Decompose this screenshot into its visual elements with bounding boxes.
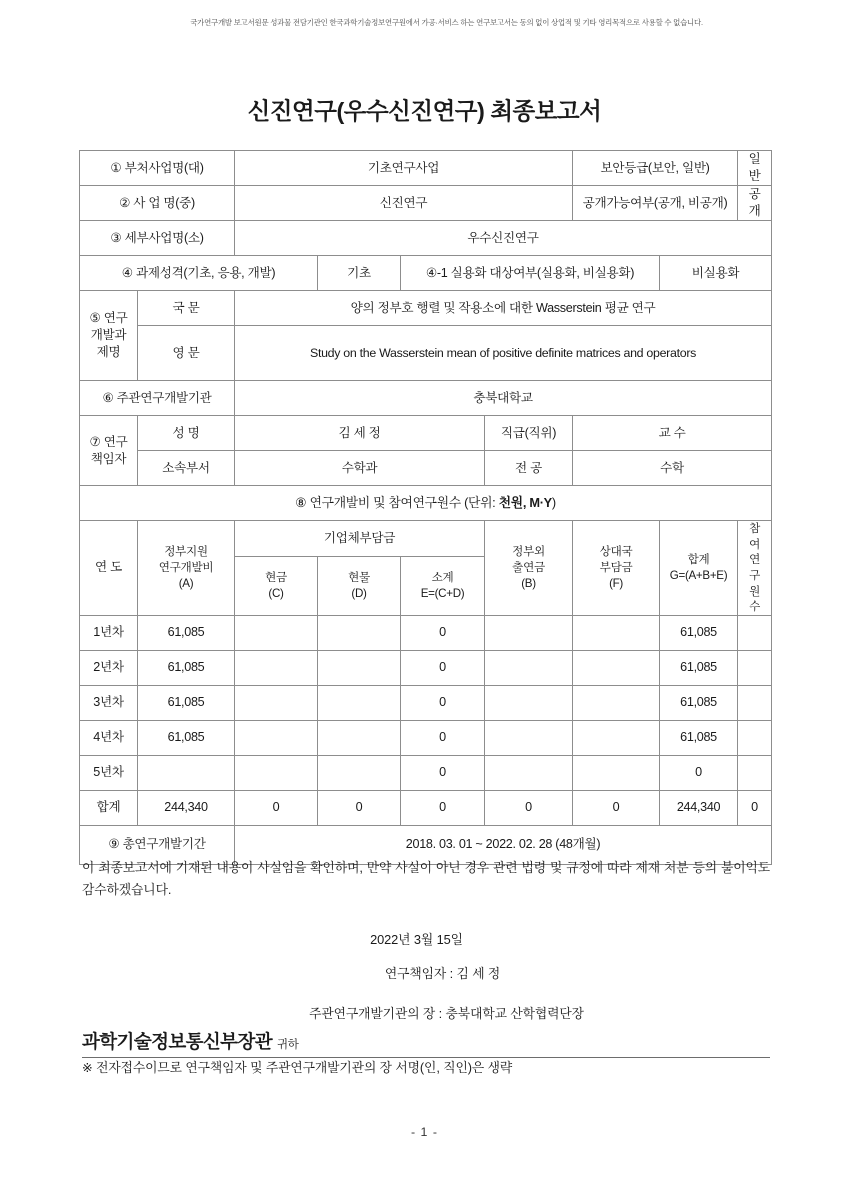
row5-kor-value: 양의 정부호 행렬 및 작용소에 대한 Wasserstein 평균 연구	[235, 291, 772, 326]
col-header-people	[738, 521, 772, 616]
total-subtotal: 0	[401, 790, 485, 825]
row-total: 61,085	[660, 615, 738, 650]
table-row	[80, 221, 772, 256]
total-kind: 0	[318, 790, 401, 825]
row-kind	[318, 685, 401, 720]
row-partner	[573, 755, 660, 790]
row-subtotal: 0	[401, 720, 485, 755]
cash-line1: 현금	[265, 571, 287, 585]
nongov-line1: 정부외	[512, 545, 545, 559]
row7-dept-label: 소속부서	[138, 451, 235, 486]
table-row	[80, 151, 772, 186]
table-row	[80, 381, 772, 416]
row7-rank-label: 직급(직위)	[485, 416, 573, 451]
row7-label: ⑦ 연구책임자	[80, 416, 138, 486]
row3-value: 우수신진연구	[235, 221, 772, 256]
row-people	[738, 685, 772, 720]
people-line2: 연구원수	[749, 553, 760, 614]
signature-principal-investigator: 연구책임자 : 김 세 정	[384, 966, 501, 981]
signature-date: 2022년 3월 15일	[370, 932, 463, 947]
row7-dept-value: 수학과	[235, 451, 485, 486]
col-header-cash	[235, 556, 318, 615]
table-row	[80, 521, 772, 557]
row1-sub-value: 일반	[738, 151, 772, 186]
table-row	[80, 720, 772, 755]
row-kind	[318, 755, 401, 790]
row7-rank-value: 교 수	[573, 416, 772, 451]
row7-major-label: 전 공	[485, 451, 573, 486]
row-nongov	[485, 685, 573, 720]
row2-sub-value: 공개	[738, 186, 772, 221]
row-kind	[318, 720, 401, 755]
row-year: 5년차	[80, 755, 138, 790]
total-gov-fund: 244,340	[138, 790, 235, 825]
table-row	[80, 755, 772, 790]
row-cash	[235, 650, 318, 685]
row-nongov	[485, 755, 573, 790]
row5-label: ⑤ 연구개발과제명	[80, 291, 138, 381]
row1-label: ① 부처사업명(대)	[80, 151, 235, 186]
row-nongov	[485, 650, 573, 685]
budget-caption-unit: 천원, M·Y	[498, 495, 552, 511]
row2-label: ② 사 업 명(중)	[80, 186, 235, 221]
table-row	[80, 650, 772, 685]
col-header-nongov	[485, 521, 573, 616]
row-cash	[235, 755, 318, 790]
partner-line1: 상대국	[599, 545, 633, 559]
row4-sub-value: 비실용화	[660, 256, 772, 291]
row5-kor-label: 국 문	[138, 291, 235, 326]
row-people	[738, 615, 772, 650]
row-subtotal: 0	[401, 755, 485, 790]
minister-title: 과학기술정보통신부장관	[82, 1031, 272, 1052]
row-subtotal: 0	[401, 685, 485, 720]
row-total: 0	[660, 755, 738, 790]
row4-value: 기초	[318, 256, 401, 291]
row-subtotal: 0	[401, 650, 485, 685]
total-nongov: 0	[485, 790, 573, 825]
table-row	[80, 291, 772, 326]
row-kind	[318, 615, 401, 650]
main-table	[79, 150, 772, 865]
page-number: - 1 -	[410, 1125, 439, 1139]
signature-organization-head: 주관연구개발기관의 장 : 충북대학교 산학협력단장	[309, 1006, 584, 1021]
row-year: 4년차	[80, 720, 138, 755]
row4-sub-label: ④-1 실용화 대상여부(실용화, 비실용화)	[401, 256, 660, 291]
budget-caption-suffix: )	[551, 495, 556, 511]
confirmation-statement: 이 최종보고서에 기재된 내용이 사실임을 확인하며, 만약 사실이 아닌 경우 관련 법령 및 규정에 따라 제재 처분 등의 불이익도 감수하겠습니다.	[82, 860, 770, 898]
row9-label: ⑨ 총연구개발기간	[80, 825, 235, 864]
total-cash: 0	[235, 790, 318, 825]
row-subtotal: 0	[401, 615, 485, 650]
gov-fund-line1: 정부지원	[164, 545, 208, 559]
cash-line2: (C)	[268, 586, 284, 600]
table-row	[80, 326, 772, 381]
row-gov-fund: 61,085	[138, 685, 235, 720]
nongov-line3: (B)	[521, 576, 536, 590]
kind-line2: (D)	[351, 586, 367, 600]
row-gov-fund: 61,085	[138, 720, 235, 755]
row1-value: 기초연구사업	[235, 151, 573, 186]
row-people	[738, 755, 772, 790]
total-people: 0	[738, 790, 772, 825]
col-header-total	[660, 521, 738, 616]
row7-name-label: 성 명	[138, 416, 235, 451]
total-total: 244,340	[660, 790, 738, 825]
row-cash	[235, 720, 318, 755]
row-year: 2년차	[80, 650, 138, 685]
row5-eng-value: Study on the Wasserstein mean of positive definite matrices and operators	[235, 326, 772, 381]
table-row	[80, 486, 772, 521]
table-row	[80, 615, 772, 650]
nongov-line2: 출연금	[512, 561, 545, 575]
table-row	[80, 186, 772, 221]
row-year: 3년차	[80, 685, 138, 720]
row5-eng-label: 영 문	[138, 326, 235, 381]
row-total: 61,085	[660, 650, 738, 685]
gov-fund-line2: 연구개발비	[158, 561, 214, 575]
total-line2: G=(A+B+E)	[669, 568, 728, 582]
budget-caption	[80, 486, 772, 521]
row-gov-fund	[138, 755, 235, 790]
row7-name-value: 김 세 정	[235, 416, 485, 451]
col-header-company-share: 기업체부담금	[235, 521, 485, 557]
row3-label: ③ 세부사업명(소)	[80, 221, 235, 256]
page-title: 신진연구(우수신진연구) 최종보고서	[247, 98, 602, 124]
row-nongov	[485, 720, 573, 755]
row-gov-fund: 61,085	[138, 650, 235, 685]
table-row	[80, 685, 772, 720]
row-total: 61,085	[660, 720, 738, 755]
row2-sub-label: 공개가능여부(공개, 비공개)	[573, 186, 738, 221]
row-people	[738, 720, 772, 755]
minister-addressee	[82, 1028, 770, 1058]
budget-caption-prefix: ⑧ 연구개발비 및 참여연구원수 (단위:	[295, 495, 499, 511]
table-row	[80, 451, 772, 486]
row-cash	[235, 685, 318, 720]
row1-sub-label: 보안등급(보안, 일반)	[573, 151, 738, 186]
total-partner: 0	[573, 790, 660, 825]
people-line1: 참여	[749, 522, 760, 551]
row-year: 1년차	[80, 615, 138, 650]
row-gov-fund: 61,085	[138, 615, 235, 650]
copyright-notice: 국가연구개발 보고서원문 성과물 전담기관인 한국과학기술정보연구원에서 가공·서비스 하는 연구보고서는 동의 없이 상업적 및 기타 영리목적으로 사용할 수 없습니다.	[190, 18, 703, 27]
row6-label: ⑥ 주관연구개발기관	[80, 381, 235, 416]
row2-value: 신진연구	[235, 186, 573, 221]
col-header-year: 연 도	[80, 521, 138, 616]
partner-line2: 부담금	[599, 561, 633, 575]
table-row	[80, 416, 772, 451]
row-cash	[235, 615, 318, 650]
row-total: 61,085	[660, 685, 738, 720]
total-line1: 합계	[687, 553, 710, 567]
row7-major-value: 수학	[573, 451, 772, 486]
col-header-partner	[573, 521, 660, 616]
subtotal-line1: 소계	[431, 571, 454, 585]
gov-fund-line3: (A)	[178, 576, 194, 590]
row-partner	[573, 615, 660, 650]
row4-label: ④ 과제성격(기초, 응용, 개발)	[80, 256, 318, 291]
row-kind	[318, 650, 401, 685]
col-header-gov-fund	[138, 521, 235, 616]
minister-honorific: 귀하	[276, 1039, 299, 1051]
row9-value: 2018. 03. 01 ~ 2022. 02. 28 (48개월)	[235, 825, 772, 864]
kind-line1: 현물	[348, 571, 370, 585]
row-partner	[573, 650, 660, 685]
partner-line3: (F)	[609, 576, 623, 590]
row6-value: 충북대학교	[235, 381, 772, 416]
row-nongov	[485, 615, 573, 650]
footnote: ※ 전자접수이므로 연구책임자 및 주관연구개발기관의 장 서명(인, 직인)은 생략	[82, 1060, 513, 1075]
report-cover-table	[79, 150, 771, 865]
table-row	[80, 256, 772, 291]
subtotal-line2: E=(C+D)	[420, 586, 465, 600]
col-header-kind	[318, 556, 401, 615]
total-row-label: 합계	[80, 790, 138, 825]
row-partner	[573, 720, 660, 755]
row-people	[738, 650, 772, 685]
col-header-subtotal	[401, 556, 485, 615]
table-row-total	[80, 790, 772, 825]
row-partner	[573, 685, 660, 720]
